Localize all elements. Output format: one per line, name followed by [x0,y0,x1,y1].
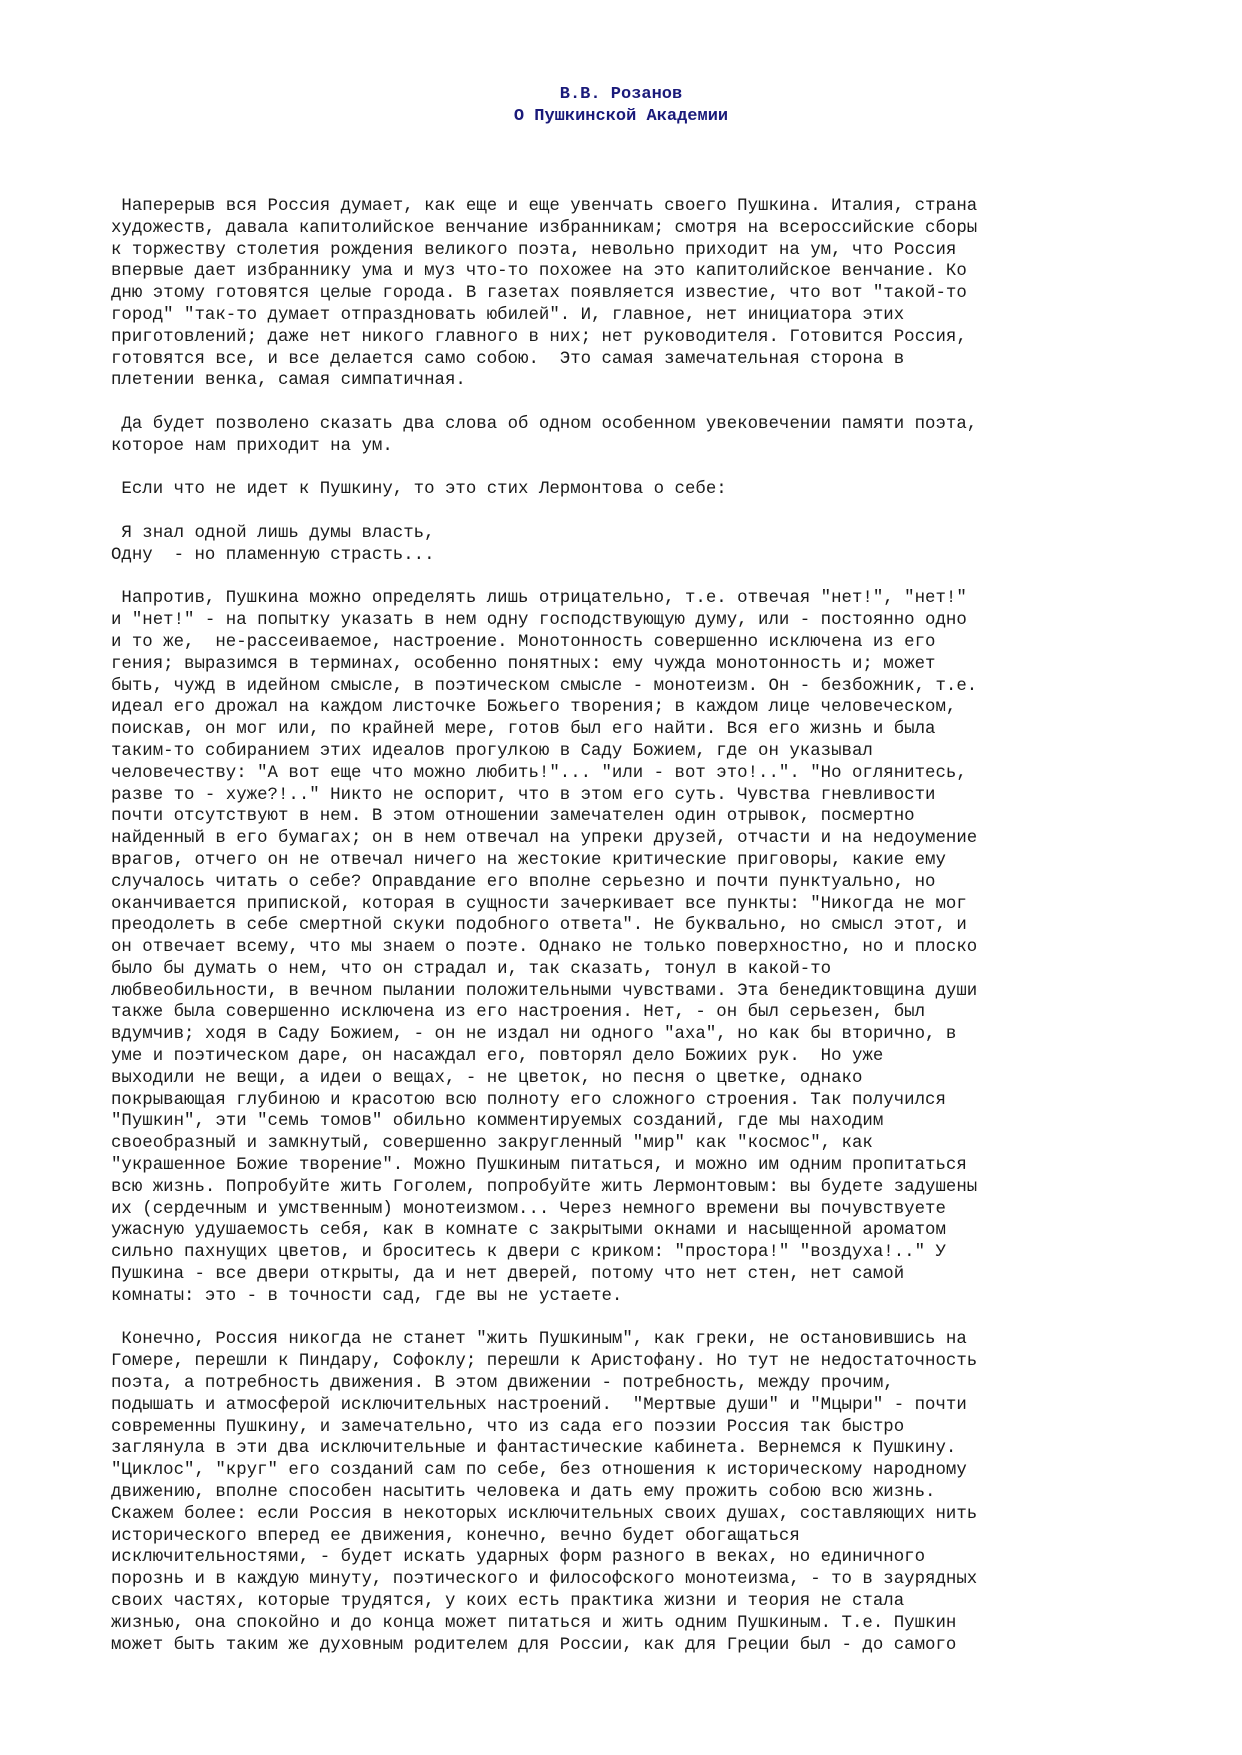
text-line: подышать и атмосферой исключительных настроений. "Мертвые души" и "Мцыри" - почти [111,1395,967,1415]
text-line: их (сердечным и умственным) монотеизмом... Через немного времени вы почувствуете [111,1199,946,1219]
text-line: плетении венка, самая симпатичная. [111,371,466,391]
text-line: художеств, давала капитолийское венчание избранникам; смотря на всероссийские сборы [111,218,978,238]
text-line: также была совершенно исключена из его настроения. Нет, - он был серьезен, был [111,1003,926,1023]
paragraph [111,196,1151,392]
text-line: своеобразный и замкнутый, совершенно закругленный "мир" как "космос", как [111,1134,873,1154]
paragraph [111,523,1151,567]
text-line: может быть таким же духовным родителем для России, как для Греции был - до самого [111,1635,957,1655]
text-line: быть, чужд в идейном смысле, в поэтическом смысле - монотеизм. Он - безбожник, т.е. [111,676,978,696]
paragraph [111,1329,1151,1656]
text-line: поэта, а потребность движения. В этом движении - потребность, между прочим, [111,1374,894,1394]
text-line: город" "так-то думает отпраздновать юбилей". И, главное, нет инициатора этих [111,305,905,325]
text-line: "украшенное Божие творение". Можно Пушкиным питаться, и можно им одним пропитаться [111,1156,967,1176]
text-line: Гомере, перешли к Пиндару, Софоклу; перешли к Аристофану. Но тут не недостаточность [111,1352,978,1372]
paragraph [111,479,1151,501]
text-line: порознь и в каждую минуту, поэтического и философского монотеизма, - то в заурядных [111,1570,978,1590]
text-line: преодолеть в себе смертной скуки подобного ответа". Не буквально, но смысл этот, и [111,916,967,936]
text-line: жизнью, она спокойно и до конца может питаться и жить одним Пушкиным. Т.е. Пушкин [111,1613,957,1633]
text-line: было бы думать о нем, что он страдал и, так сказать, тонул в какой-то [111,959,832,979]
text-line: дню этому готовятся целые города. В газетах появляется известие, что вот "такой-то [111,284,967,304]
text-line: Скажем более: если Россия в некоторых исключительных своих душах, составляющих нить [111,1504,978,1524]
text-line: идеал его дрожал на каждом листочке Божьего творения; в каждом лице человеческом, [111,698,957,718]
text-line: к торжеству столетия рождения великого поэта, невольно приходит на ум, что Россия [111,240,957,260]
text-line: современны Пушкину, и замечательно, что из сада его поэзии Россия так быстро [111,1417,905,1437]
text-line: исключительностями, - будет искать ударных форм разного в веках, но единичного [111,1548,926,1568]
text-line: человечеству: "А вот еще что можно любить!"... "или - вот это!..". "Но оглянитесь, [111,763,967,783]
text-line: приготовлений; даже нет никого главного в них; нет руководителя. Готовится Россия, [111,327,967,347]
text-line: Одну - но пламенную страсть... [111,545,435,565]
document-header [0,84,1242,128]
text-line: поискав, он мог или, по крайней мере, готов был его найти. Вся его жизнь и была [111,720,936,740]
text-line: Если что не идет к Пушкину, то это стих Лермонтова о себе: [111,480,727,500]
text-line: и "нет!" - на попытку указать в нем одну господствующую думу, или - постоянно одно [111,611,967,631]
text-line: найденный в его бумагах; он в нем отвечал на упреки друзей, отчасти и на недоумение [111,829,978,849]
paragraph [111,414,1151,458]
text-line: разве то - хуже?!.." Никто не оспорит, что в этом его суть. Чувства гневливости [111,785,936,805]
text-line: Я знал одной лишь думы власть, [111,523,435,543]
text-line: таким-то собиранием этих идеалов прогулкою в Саду Божием, где он указывал [111,741,873,761]
text-line: "Циклос", "круг" его созданий сам по себе, без отношения к историческому народному [111,1461,967,1481]
text-line: Напротив, Пушкина можно определять лишь отрицательно, т.е. отвечая "нет!", "нет!" [111,589,967,609]
text-line: Пушкина - все двери открыты, да и нет дверей, потому что нет стен, нет самой [111,1265,905,1285]
text-line: Наперерыв вся Россия думает, как еще и еще увенчать своего Пушкина. Италия, страна [111,197,978,216]
text-line: сильно пахнущих цветов, и броситесь к двери с криком: "простора!" "воздуха!.." У [111,1243,946,1263]
text-line: исторического вперед ее движения, конечно, вечно будет обогащаться [111,1526,800,1546]
text-line: Конечно, Россия никогда не станет "жить Пушкиным", как греки, не остановившись на [111,1330,967,1350]
text-line: всю жизнь. Попробуйте жить Гоголем, попробуйте жить Лермонтовым: вы будете задушены [111,1177,978,1197]
document-body [111,196,1151,1678]
text-line: заглянула в эти два исключительные и фантастические кабинета. Вернемся к Пушкину. [111,1439,957,1459]
text-line: любвеобильности, в вечном пылании положительными чувствами. Эта бенедиктовщина души [111,981,978,1001]
text-line: "Пушкин", эти "семь томов" обильно комментируемых созданий, где мы находим [111,1112,884,1132]
text-line: оканчивается припиской, которая в сущности зачеркивает все пункты: "Никогда не мог [111,894,967,914]
text-line: вдумчив; ходя в Саду Божием, - он не издал ни одного "аха", но как бы вторично, в [111,1025,957,1045]
text-line: ужасную удушаемость себя, как в комнате с закрытыми окнами и насыщенной ароматом [111,1221,946,1241]
text-line: Да будет позволено сказать два слова об одном особенном увековечении памяти поэта, [111,414,978,434]
text-line: уме и поэтическом даре, он насаждал его, повторял дело Божиих рук. Но уже [111,1047,884,1067]
text-line: движению, вполне способен насытить человека и дать ему прожить собою всю жизнь. [111,1483,936,1503]
text-line: своих частях, которые трудятся, у коих есть практика жизни и теория не стала [111,1592,905,1611]
text-line: покрывающая глубиною и красотою всю полноту его сложного строения. Так получился [111,1090,946,1110]
text-line: комнаты: это - в точности сад, где вы не устаете. [111,1286,623,1306]
paragraph [111,588,1151,1307]
text-line: он отвечает всему, что мы знаем о поэте. Однако не только поверхностно, но и плоско [111,938,978,958]
text-line: врагов, отчего он не отвечал ничего на жестокие критические приговоры, какие ему [111,850,946,870]
text-line: случалось читать о себе? Оправдание его вполне серьезно и почти пунктуально, но [111,872,936,892]
text-line: выходили не вещи, а идеи о вещах, - не цветок, но песня о цветке, однако [111,1068,863,1088]
document-title: О Пушкинской Академии [513,107,729,126]
text-line: готовятся все, и все делается само собою. Это самая замечательная сторона в [111,349,905,369]
author-name: В.В. Розанов [559,85,683,104]
text-line: которое нам приходит на ум. [111,436,393,456]
text-line: почти отсутствуют в нем. В этом отношении замечателен один отрывок, посмертно [111,807,915,827]
text-line: гения; выразимся в терминах, особенно понятных: ему чужда монотонность и; может [111,654,936,674]
text-line: и то же, не-рассеиваемое, настроение. Монотонность совершенно исключена из его [111,632,936,652]
text-line: впервые дает избраннику ума и муз что-то похожее на это капитолийское венчание. Ко [111,262,967,282]
